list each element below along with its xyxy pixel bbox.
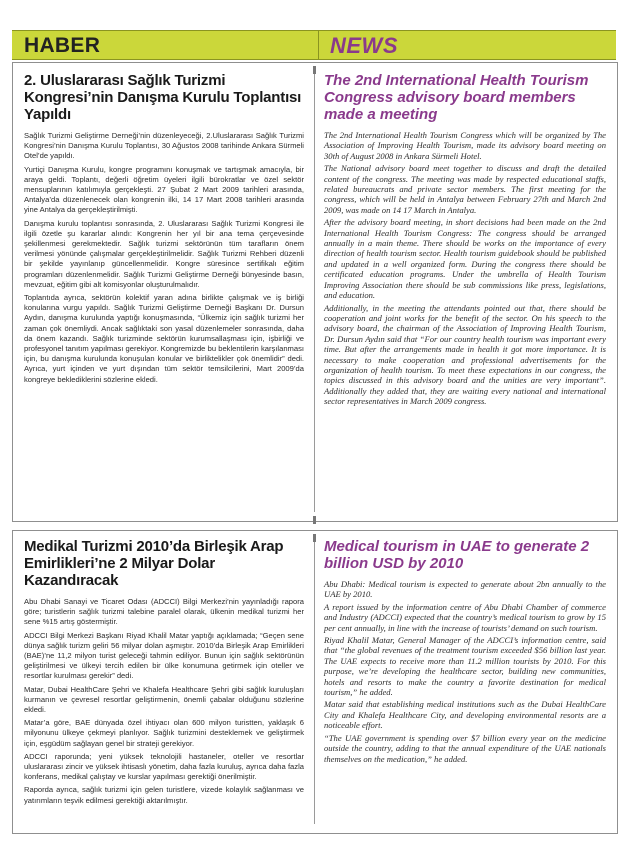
article-2-title-tr: Medikal Turizmi 2010’da Birleşik Arap Emirlikleri’ne 2 Milyar Dolar Kazandıracak [24,538,284,589]
article-paragraph: Additionally, in the meeting the attendants pointed out that, there should be cooperation and joint works for the benefit of the sector. On his speech to the advisory board, the chairman of the Association of Improving Health Tourism, Dr. Dursun Aydın said that “For our country health tourism was important every time. But after the arrangements made in health it got more importance. It is necessary to make cooperation and professional advertisements for the organization of health tourism. To meet these expectations in our congress, the topics discussed in this advisory board and the unities are very important”. Additionally they added that, they are waiting every national and international sector representatives in March 2009 congress. [324,302,606,407]
article-paragraph: Abu Dhabi Sanayi ve Ticaret Odası (ADCCI) Bilgi Merkezi’nin yayınladığı rapora göre; turistlerin sağlık turizmi talebine paralel olarak, ülkenin medikal turizmi her sene %15 artış göstermiştir. [24,597,304,627]
article-1-turkish [24,72,304,388]
article-paragraph: Yurtiçi Danışma Kurulu, kongre programını konuşmak ve tartışmak amacıyla, bir araya geldi. Toplantı, değerli öğretim üyeleri ilgili bürokratlar ve özel sektör mensuplarının katılımıyla gerçekleşti. 27 Şubat 2 Mart 2009 tarihleri arasında, Antalya’da düzenlenecek olan kongrenin ilki, 14 17 Mart 2008 tarihleri arasında yine Antalya da gerçekleştirilmişti. [24,164,304,215]
article-2-turkish [24,538,304,809]
section-header-bar [12,30,616,60]
article-paragraph: Matar, Dubai HealthCare Şehri ve Khalefa Healthcare Şehri gibi sağlık kuruluşları kurmanın ve çevresel resortlar geliştirmenin, önemli çabalar olduğunu sözlerine ekledi. [24,684,304,715]
article-1-title-tr: 2. Uluslararası Sağlık Turizmi Kongresi’nin Danışma Kurulu Toplantısı Yapıldı [24,72,302,123]
article-paragraph: A report issued by the information centre of Abu Dhabi Chamber of commerce and Industry (ADCCI) expected that the country’s medical tourism to grow by 15 per cent annually, in line with the increase of tourists’ demand on such tourism. [324,601,606,633]
divider-mark [313,66,316,74]
article-paragraph: “The UAE government is spending over $7 billion every year on the medicine outside the country, adding to that the annual expenditure of the UAE nationals themselves on the medication,” he added. [324,732,606,764]
article-paragraph: Riyad Khalil Matar, General Manager of the ADCCI’s information centre, said that “the global revenues of the treatment tourism exceeded $56 billion last year. The UAE expects to receive more than 11.2 million tourists by 2010. For this purpose, we’re developing the healthcare sector, building new communities, hotels and resorts to make the country a favorite destination for medical tourism,” he added. [324,635,606,698]
article-paragraph: Toplantıda ayrıca, sektörün kolektif yaran adına birlikte çalışmak ve iş birliği konularına vurgu yapıldı. Sağlık Turizmi Geliştirme Derneği Başkanı Dr. Dursun Aydın, danışma kurulunda yaptığı konuşmasında, “Ülkemiz için sağlık turizmi her zaman çok önemliydi. Ancak sağlıktaki son yasal düzenlemeler sonrasında, daha da önem kazandı. Sağlık turizminde sektörün kurumsallaşması için, işbirliği ve profesyonel tanıtım yapılması gerekiyor. Kongremizde bu beklentilerin karşılanması için, bu danışma kurulunda konuşulan konular ve birliktelikler çok önemlidir” dedi. Ayrıca, yurt içinden ve yurt dışından tüm sektör temsilcilerini, Mart 2009’da kongreye beklediklerini sözlerine ekledi. [24,293,304,384]
article-paragraph: Matar said that establishing medical institutions such as the Dubai HealthCare City and Khalefa Healthcare City, and developing environmental resorts are a noticeable effort. [324,699,606,731]
article-1-title-en: The 2nd International Health Tourism Congress advisory board members made a meeting [324,72,589,123]
article-paragraph: ADCCI Bilgi Merkezi Başkanı Riyad Khalil Matar yaptığı açıklamada; “Geçen sene dünya sağlık turizm geliri 56 milyar dolan aşmıştır. 2010’da Birleşik Arap Emirlikleri (BAE)’ne 11,2 milyon turist geleceği tahmin ediliyor. Bunun için sağlık sektörünün geliştirilmesi ve ülkeyi tercih edilen bir ülke konumuna getirmek için oteller ve resortlar kurulması gerekir” dedi. [24,630,304,681]
column-divider [314,538,315,824]
divider-mark [313,534,316,542]
article-paragraph: Raporda ayrıca, sağlık turizmi için gelen turistlere, vizede kolaylık sağlanması ve yatırımların teşvik edilmesi gerektiği aktarılmıştır. [24,785,304,805]
article-paragraph: ADCCI raporunda; yeni yüksek teknolojili hastaneler, oteller ve resortlar uluslararası zincir ve yüksek ihtisaslı yönetim, daha fazla kuruluş, ayrıca daha fazla konferans, medikal çalıştay ve kurslar yapılması gerektiği önerilmiştir. [24,751,304,782]
article-paragraph: Sağlık Turizmi Geliştirme Derneği’nin düzenleyeceği, 2.Uluslararası Sağlık Turizmi Kongresi’nin Danışma Kurulu Toplantısı, 30 Ağustos 2008 tarihinde Ankara Sürmeli Otel’de yapıldı. [24,131,304,161]
article-2-english [324,538,606,766]
header-divider [318,31,319,59]
article-paragraph: After the advisory board meeting, in short decisions had been made on the 2nd International Health Tourism Congress: The congress should be arranged annually in a main theme. There should be works on the importance of every direction of health tourism sector. Health tourism guidebook should be published and updated in a well organized form. During the congress there should be certificated education programs. Under the umbrella of Health Tourism Improving Association there should be sub commissions like press, legislations, and education. [324,217,606,301]
article-2-title-en: Medical tourism in UAE to generate 2 billion USD by 2010 [324,538,590,572]
article-paragraph: Abu Dhabi: Medical tourism is expected to generate about 2bn annually to the UAE by 2010. [324,579,606,600]
divider-mark [313,516,316,524]
column-divider [314,70,315,512]
header-label-news: NEWS [330,33,398,58]
article-paragraph: Danışma kurulu toplantısı sonrasında, 2. Uluslararası Sağlık Turizmi Kongresi ile ilgili özetle şu kararlar alındı: Kongrenin her yıl bir ana tema çerçevesinde şekillenmesi gerekmektedir. Sağlık turizmi sektörünün tüm tarafların önem verilmesi yönünde çalışmalar gerçekleştirilmelidir. Sağlık Turizmi Rehberi düzenli bir şekilde yayınlanıp güncellenmelidir. Kongre süresince sertifikalı eğitim programları düzenlenmelidir. Sağlık Turizmi Geliştirme Derneği bünyesinde basın, mevzuat, eğitim gibi alt komisyonlar oluşturulmalıdır. [24,218,304,289]
article-paragraph: The 2nd International Health Tourism Congress which will be organized by The Association of Improving Health Tourism, made its advisory board meeting on 30th of August 2008 in Ankara Sürmeli Hotel. [324,130,606,161]
article-paragraph: The National advisory board meet together to discuss and draft the detailed content of the congress. The meeting was made by respected educational staffs, related bureaucrats and private sector members. The first meeting for the congress, which will be held in Antalya between February 27th and March 2nd 2009, was made on 14 17 March in Antalya. [324,163,606,215]
article-1-english [324,72,606,409]
header-label-haber: HABER [24,34,101,57]
article-paragraph: Matar’a göre, BAE dünyada özel ihtiyacı olan 600 milyon turistten, yaklaşık 6 milyonunu ülkeye çekmeyi planlıyor. Sağlık turizmini desteklemek ve geliştirmek için, eşgüdüm sağlayan genel bir strateji gerekiyor. [24,718,304,748]
